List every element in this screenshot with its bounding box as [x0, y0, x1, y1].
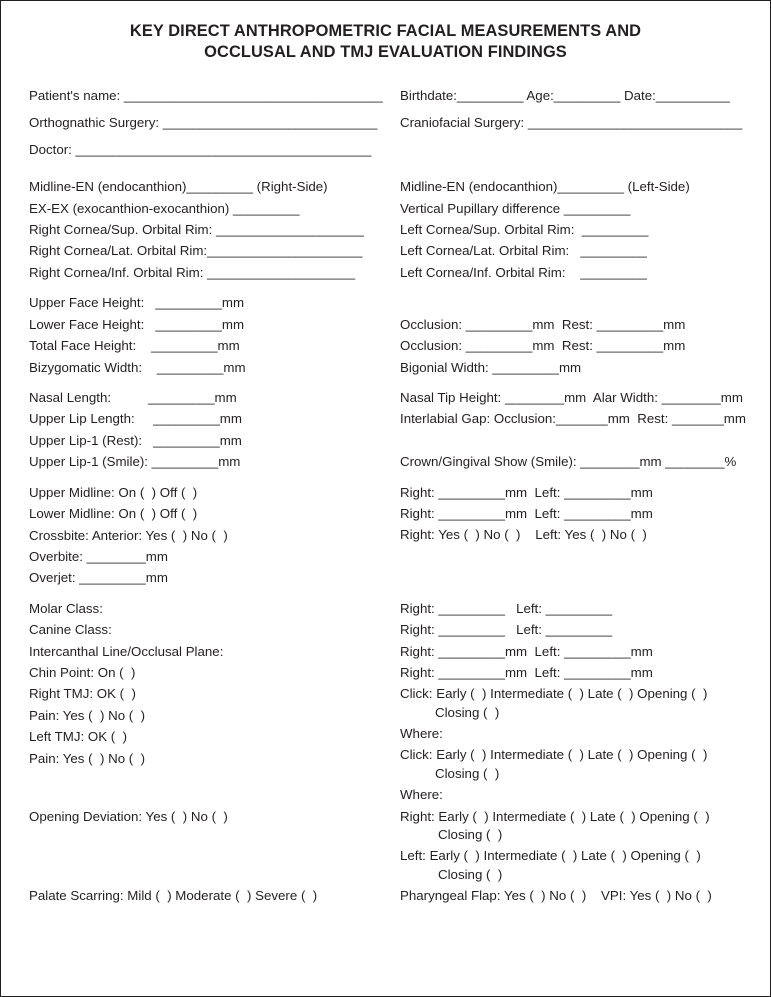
lower-midline-right-left-field[interactable]: Right: _________mm Left: _________mm [400, 506, 653, 521]
left-cornea-lat-orbital-field[interactable]: Left Cornea/Lat. Orbital Rim: _________ [400, 243, 647, 258]
left-tmj-click-closing[interactable]: Closing ( ) [435, 766, 500, 781]
right-cornea-lat-orbital-field[interactable]: Right Cornea/Lat. Orbital Rim:_____________________ [29, 243, 363, 258]
opening-deviation-field[interactable]: Opening Deviation: Yes ( ) No ( ) [29, 809, 228, 824]
doctor-field[interactable]: Doctor: ________________________________________ [29, 142, 372, 157]
intercanthal-right-left-field[interactable]: Right: _________mm Left: _________mm [400, 644, 653, 659]
midline-en-left-field[interactable]: Midline-EN (endocanthion)_________ (Left-Side) [400, 179, 690, 194]
right-cornea-inf-orbital-field[interactable]: Right Cornea/Inf. Orbital Rim: ____________________ [29, 265, 355, 280]
birthdate-age-date-field[interactable]: Birthdate:_________ Age:_________ Date:__________ [400, 88, 730, 103]
upper-face-height-field[interactable]: Upper Face Height: _________mm [29, 295, 245, 310]
overbite-field[interactable]: Overbite: ________mm [29, 549, 168, 564]
right-tmj-click-closing[interactable]: Closing ( ) [435, 705, 500, 720]
right-tmj-field[interactable]: Right TMJ: OK ( ) [29, 686, 136, 701]
chin-point-right-left-field[interactable]: Right: _________mm Left: _________mm [400, 665, 653, 680]
total-face-height-field[interactable]: Total Face Height: _________mm [29, 338, 240, 353]
orthognathic-surgery-field[interactable]: Orthognathic Surgery: _____________________________ [29, 115, 378, 130]
occlusion-field-2[interactable]: Occlusion: _________mm Rest: _________mm [400, 338, 686, 353]
intercanthal-occlusal-label: Intercanthal Line/Occlusal Plane: [29, 644, 224, 659]
deviation-left-field[interactable]: Left: Early ( ) Intermediate ( ) Late ( ) Opening ( ) [400, 848, 701, 863]
craniofacial-surgery-field[interactable]: Craniofacial Surgery: _____________________________ [400, 115, 743, 130]
crossbite-right-left-field[interactable]: Right: Yes ( ) No ( ) Left: Yes ( ) No ( ) [400, 527, 647, 542]
left-pain-field[interactable]: Pain: Yes ( ) No ( ) [29, 751, 146, 766]
pharyngeal-flap-vpi-field[interactable]: Pharyngeal Flap: Yes ( ) No ( ) VPI: Yes ( ) No ( ) [400, 888, 712, 903]
form-title-line-1: KEY DIRECT ANTHROPOMETRIC FACIAL MEASUREMENTS AND [129, 22, 642, 40]
form-title-line-2: OCCLUSAL AND TMJ EVALUATION FINDINGS [204, 43, 567, 61]
upper-lip-length-field[interactable]: Upper Lip Length: _________mm [29, 411, 242, 426]
interlabial-gap-field[interactable]: Interlabial Gap: Occlusion:_______mm Rest: _______mm [400, 411, 746, 426]
midline-en-right-field[interactable]: Midline-EN (endocanthion)_________ (Right-Side) [29, 179, 328, 194]
chin-point-field[interactable]: Chin Point: On ( ) [29, 665, 136, 680]
bigonial-width-field[interactable]: Bigonial Width: _________mm [400, 360, 582, 375]
left-cornea-sup-orbital-field[interactable]: Left Cornea/Sup. Orbital Rim: _________ [400, 222, 649, 237]
right-pain-field[interactable]: Pain: Yes ( ) No ( ) [29, 708, 146, 723]
upper-lip-rest-field[interactable]: Upper Lip-1 (Rest): _________mm [29, 433, 242, 448]
molar-class-label: Molar Class: [29, 601, 103, 616]
nasal-length-field[interactable]: Nasal Length: _________mm [29, 390, 237, 405]
occlusion-field-1[interactable]: Occlusion: _________mm Rest: _________mm [400, 317, 686, 332]
canine-class-label: Canine Class: [29, 622, 112, 637]
patient-name-field[interactable]: Patient's name: ___________________________________ [29, 88, 383, 103]
right-cornea-sup-orbital-field[interactable]: Right Cornea/Sup. Orbital Rim: ____________________ [29, 222, 364, 237]
left-tmj-where-label: Where: [400, 787, 443, 802]
deviation-right-field[interactable]: Right: Early ( ) Intermediate ( ) Late ( ) Opening ( ) [400, 809, 710, 824]
nasal-tip-alar-width-field[interactable]: Nasal Tip Height: ________mm Alar Width: ________mm [400, 390, 743, 405]
ex-ex-field[interactable]: EX-EX (exocanthion-exocanthion) _________ [29, 201, 300, 216]
crossbite-field[interactable]: Crossbite: Anterior: Yes ( ) No ( ) [29, 528, 228, 543]
canine-class-right-left-field[interactable]: Right: _________ Left: _________ [400, 622, 613, 637]
upper-midline-field[interactable]: Upper Midline: On ( ) Off ( ) [29, 485, 198, 500]
deviation-right-closing[interactable]: Closing ( ) [438, 827, 503, 842]
crown-gingival-show-field[interactable]: Crown/Gingival Show (Smile): ________mm ________% [400, 454, 737, 469]
lower-midline-field[interactable]: Lower Midline: On ( ) Off ( ) [29, 506, 198, 521]
bizygomatic-width-field[interactable]: Bizygomatic Width: _________mm [29, 360, 246, 375]
lower-face-height-field[interactable]: Lower Face Height: _________mm [29, 317, 245, 332]
upper-midline-right-left-field[interactable]: Right: _________mm Left: _________mm [400, 485, 653, 500]
right-tmj-where-label: Where: [400, 726, 443, 741]
left-tmj-click-field[interactable]: Click: Early ( ) Intermediate ( ) Late ( ) Opening ( ) [400, 747, 708, 762]
palate-scarring-field[interactable]: Palate Scarring: Mild ( ) Moderate ( ) Severe ( ) [29, 888, 318, 903]
upper-lip-smile-field[interactable]: Upper Lip-1 (Smile): _________mm [29, 454, 241, 469]
vertical-pupillary-field[interactable]: Vertical Pupillary difference _________ [400, 201, 631, 216]
deviation-left-closing[interactable]: Closing ( ) [438, 867, 503, 882]
left-tmj-field[interactable]: Left TMJ: OK ( ) [29, 729, 128, 744]
left-cornea-inf-orbital-field[interactable]: Left Cornea/Inf. Orbital Rim: _________ [400, 265, 647, 280]
right-tmj-click-field[interactable]: Click: Early ( ) Intermediate ( ) Late ( ) Opening ( ) [400, 686, 708, 701]
overjet-field[interactable]: Overjet: _________mm [29, 570, 168, 585]
molar-class-right-left-field[interactable]: Right: _________ Left: _________ [400, 601, 613, 616]
